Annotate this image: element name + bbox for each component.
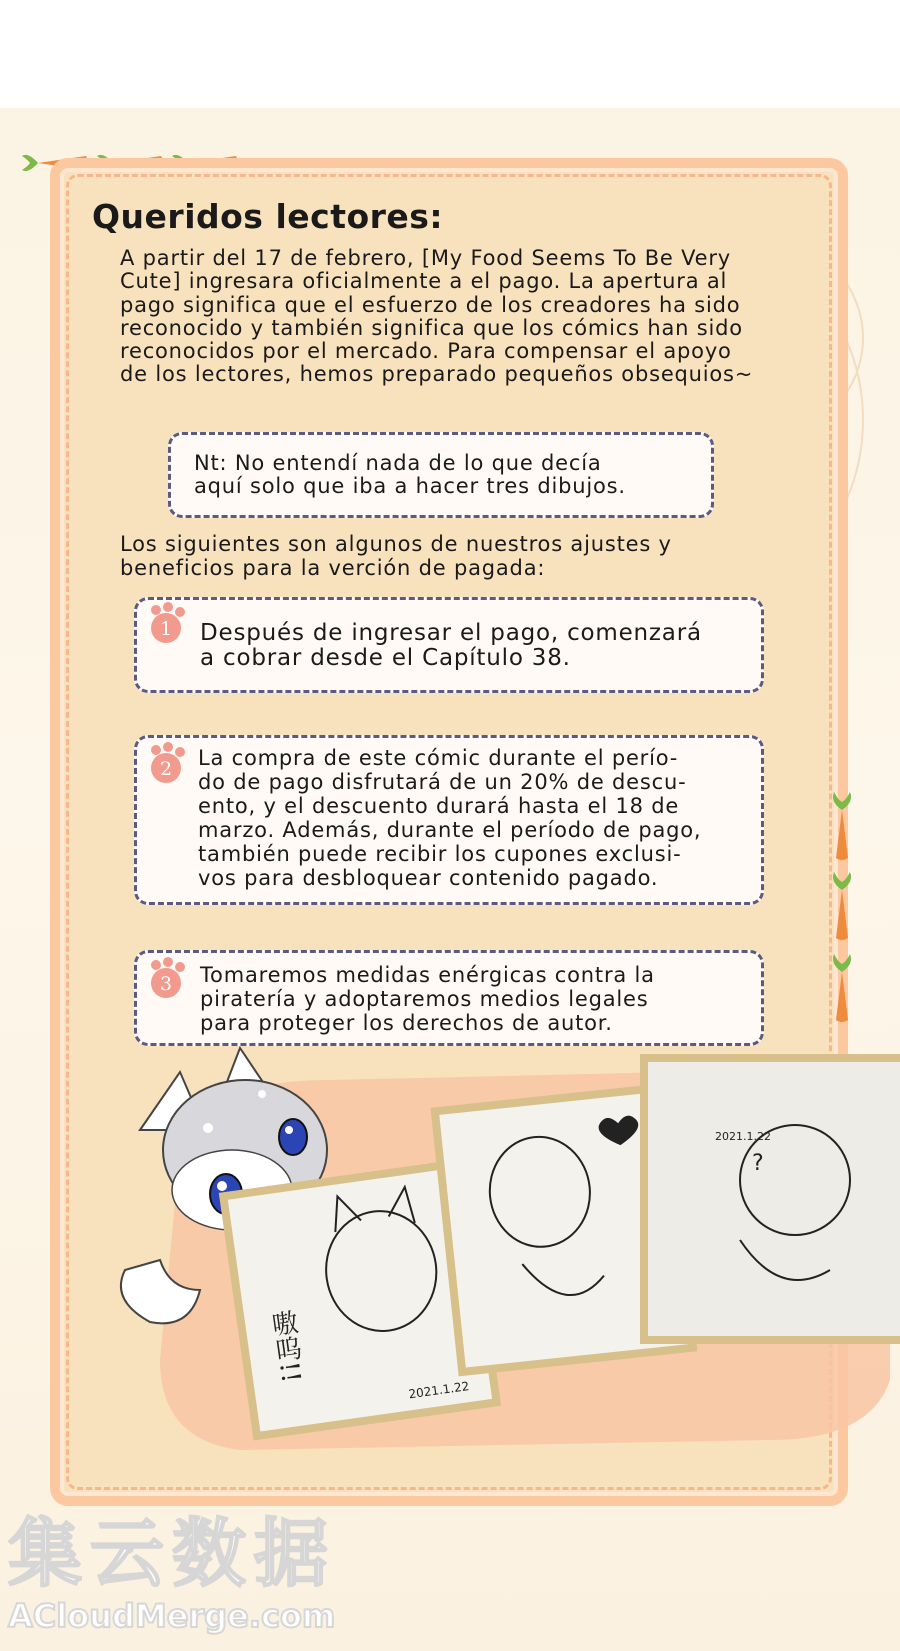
carrot-icon [826, 870, 858, 942]
benefit-line: para proteger los derechos de autor. [200, 1011, 613, 1035]
benefit-line: marzo. Además, durante el período de pago, [198, 818, 702, 842]
board-date: 2021.1.22 [715, 1130, 771, 1143]
benefit-line: ento, y el descuento durará hasta el 18 de [198, 794, 680, 818]
benefit-line: vos para desbloquear contenido pagado. [198, 866, 659, 890]
benefits-intro-line: beneficios para la verción de pagada: [120, 555, 546, 580]
benefit-number: 3 [159, 973, 173, 995]
benefit-number: 2 [159, 758, 173, 780]
paw-number-badge [146, 602, 190, 646]
carrot-icon [826, 952, 858, 1024]
benefit-line: piratería y adoptaremos medios legales [200, 987, 649, 1011]
signed-board-3 [640, 1054, 900, 1344]
note-line: aquí solo que iba a hacer tres dibujos. [194, 473, 626, 498]
board-question-mark: ? [752, 1151, 764, 1176]
watermark [8, 1511, 336, 1635]
translator-note [194, 452, 626, 497]
carrot-icon [826, 790, 858, 862]
board-date: 2021.1.22 [407, 1379, 471, 1402]
paw-number-badge [146, 742, 190, 786]
intro-paragraph [120, 247, 820, 387]
note-line: Nt: No entendí nada de lo que decía [194, 451, 602, 475]
watermark-logo-text: 集云数据 [8, 1511, 336, 1597]
benefit-number: 1 [159, 618, 173, 640]
benefit-line: también puede recibir los cupones exclusi- [198, 842, 682, 866]
intro-line: A partir del 17 de febrero, [My Food Seems To Be Very [120, 246, 732, 270]
board-caption: 嗷呜!! [265, 1308, 306, 1385]
benefit-text-2 [198, 746, 701, 890]
intro-line: pago significa que el esfuerzo de los creadores ha sido [120, 292, 741, 317]
watermark-url: ACloudMerge.com [8, 1597, 336, 1635]
paw-number-badge [146, 957, 190, 1001]
benefit-line: do de pago disfrutará de un 20% de descu- [198, 770, 687, 794]
intro-line: Cute] ingresara oficialmente a el pago. La apertura al [120, 269, 728, 294]
illustration-artwork [0, 1020, 900, 1500]
benefit-text-1 [200, 621, 702, 671]
benefits-intro-line: Los siguientes son algunos de nuestros ajustes y [120, 532, 672, 556]
benefit-line: a cobrar desde el Capítulo 38. [200, 645, 571, 671]
benefits-intro [120, 533, 672, 580]
intro-line: reconocido y también significa que los cómics han sido [120, 315, 743, 340]
benefit-line: Después de ingresar el pago, comenzará [200, 620, 702, 646]
benefit-line: Tomaremos medidas enérgicas contra la [200, 963, 655, 987]
benefit-line: La compra de este cómic durante el perío- [198, 746, 679, 770]
intro-line: de los lectores, hemos preparado pequeños obsequios~ [120, 362, 754, 387]
intro-line: reconocidos por el mercado. Para compensar el apoyo [120, 339, 732, 364]
page-title: Queridos lectores: [92, 197, 444, 236]
